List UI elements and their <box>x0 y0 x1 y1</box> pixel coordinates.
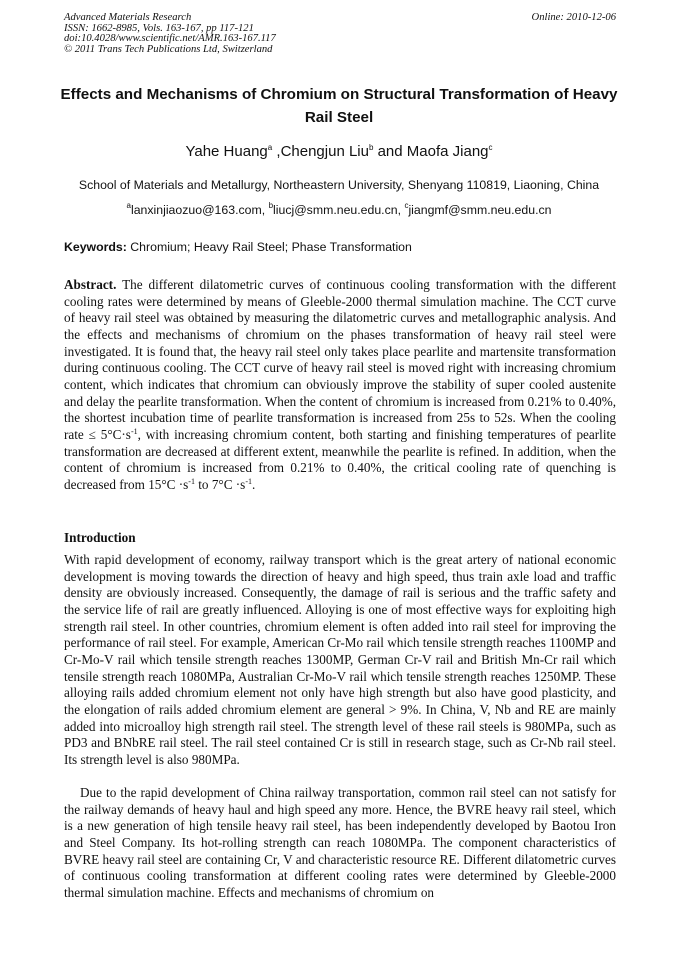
author-name: Chengjun Liu <box>280 143 369 160</box>
abstract-text: , with increasing chromium content, both starting and finishing temperatures of pearlite transformation are decreased at different extent, meanwhile the pearlite is refined. In addition, when the content of chromium is increased from 0.21% to 0.40%, the critical cooling rate of quenching is decreased from 15°C ·s <box>64 426 617 492</box>
email-address[interactable]: liucj@smm.neu.edu.cn <box>273 203 398 217</box>
copyright-line: © 2011 Trans Tech Publications Ltd, Switzerland <box>64 43 273 55</box>
author-separator: and <box>373 143 407 160</box>
email-list <box>56 203 622 218</box>
author-list <box>56 143 622 161</box>
author-sup: b <box>368 143 374 152</box>
affiliation: School of Materials and Metallurgy, Northeastern University, Shenyang 110819, Liaoning, China <box>78 178 600 192</box>
online-date: Online: 2010-12-06 <box>531 12 616 23</box>
email-sup: a <box>126 201 131 210</box>
superscript: -1 <box>188 476 195 486</box>
email-sup: b <box>268 201 274 210</box>
email-address[interactable]: lanxinjiaozuo@163.com <box>130 203 262 217</box>
author-separator: , <box>272 143 281 160</box>
doi-line[interactable]: doi:10.4028/www.scientific.net/AMR.163-167.117 <box>64 33 276 45</box>
keywords <box>64 240 412 255</box>
superscript: -1 <box>130 426 138 436</box>
author-sup: a <box>267 143 273 152</box>
journal-header <box>64 13 276 55</box>
author-name: Maofa Jiang <box>406 143 489 160</box>
email-sup: c <box>404 201 409 210</box>
abstract-text: to 7°C ·s <box>194 476 246 492</box>
journal-name: Advanced Materials Research <box>64 12 192 23</box>
email-separator: , <box>261 203 269 217</box>
abstract-text: The different dilatometric curves of continuous cooling transformation with the different cooling rates were determined by means of Gleeble-2000 thermal simulation machine. The CCT curve of heavy rail steel was obtained by measuring the dilatometric curves and metallographic analysis. And the effects and mechanisms of chromium on the phases transformation of heavy rail steel were investigated. It is found that, the heavy rail steel only takes place pearlite and martensite transformation during continuous cooling. The CCT curve of heavy rail steel is moved right with increasing chromium content, which indicates that chromium can obviously improve the stability of super cooled austenite and delay the pearlite transformation. When the content of chromium is increased from 0.21% to 0.40%, the shortest incubation time of pearlite transformation is increased from 25s to 52s. When the cooling rate ≤ 5°C·s <box>64 277 616 442</box>
abstract <box>64 277 616 494</box>
paper-title: Effects and Mechanisms of Chromium on Structural Transformation of Heavy Rail Steel <box>60 86 618 126</box>
introduction-paragraph: Due to the rapid development of China railway transportation, common rail steel can not satisfy for the railway demands of heavy haul and high speed any more. Hence, the BVRE heavy rail steel, which is a new generation of high tensile heavy rail steel, has been independently developed by Baotou Iron and Steel Company. Its hot-rolling strength can reach 1080MPa. The component characteristics of BVRE heavy rail steel are containing Cr, V and characteristic resource RE. Different dilatometric curves of continuous cooling transformation at different cooling rates were determined by Gleeble-2000 thermal simulation machine. Effects and mechanisms of chromium on <box>64 785 616 900</box>
superscript: -1 <box>245 476 252 486</box>
keywords-label: Keywords: <box>64 240 127 254</box>
email-separator: , <box>397 203 405 217</box>
introduction-paragraph: With rapid development of economy, railway transport which is the great artery of national economic development is moving towards the direction of heavy and high speed, thus train axle load and traffic density are obviously increased. Consequently, the damage of rail is serious and the traffic safety and the service life of rail are greatly influenced. Alloying is one of most effective ways for exploiting high strength rail steel. In other countries, chromium element is often added into rail steel for improving the performance of rail steel. For example, American Cr-Mo rail which tensile strength reaches 1100MP and Cr-Mo-V rail which tensile strength reaches 1300MP, German Cr-V rail and British Mn-Cr rail which tensile strength reach 1080MPa, Australian Cr-Mo-V rail which tensile strength reaches 1250MP. These alloying rails added chromium element not only have high strength but also have good plasticity, and the elongation of rails added chromium element are general > 9%. In China, V, Nb and RE are mainly added into microalloy high strength rail steel. The strength level of these rail steels is 980MPa, such as PD3 and BNbRE rail steel. The rail steel contained Cr is still in research stage, such as Cr-Nb rail steel. Its strength level is also 980MPa. <box>64 552 616 767</box>
author-name: Yahe Huang <box>185 143 268 160</box>
section-heading-introduction: Introduction <box>64 530 136 545</box>
abstract-text: . <box>251 476 256 492</box>
email-address[interactable]: jiangmf@smm.neu.edu.cn <box>408 203 552 217</box>
issn-line: ISSN: 1662-8985, Vols. 163-167, pp 117-121 <box>64 22 254 34</box>
keywords-value: Chromium; Heavy Rail Steel; Phase Transformation <box>126 240 412 254</box>
abstract-label: Abstract. <box>64 277 117 292</box>
author-sup: c <box>488 143 493 152</box>
